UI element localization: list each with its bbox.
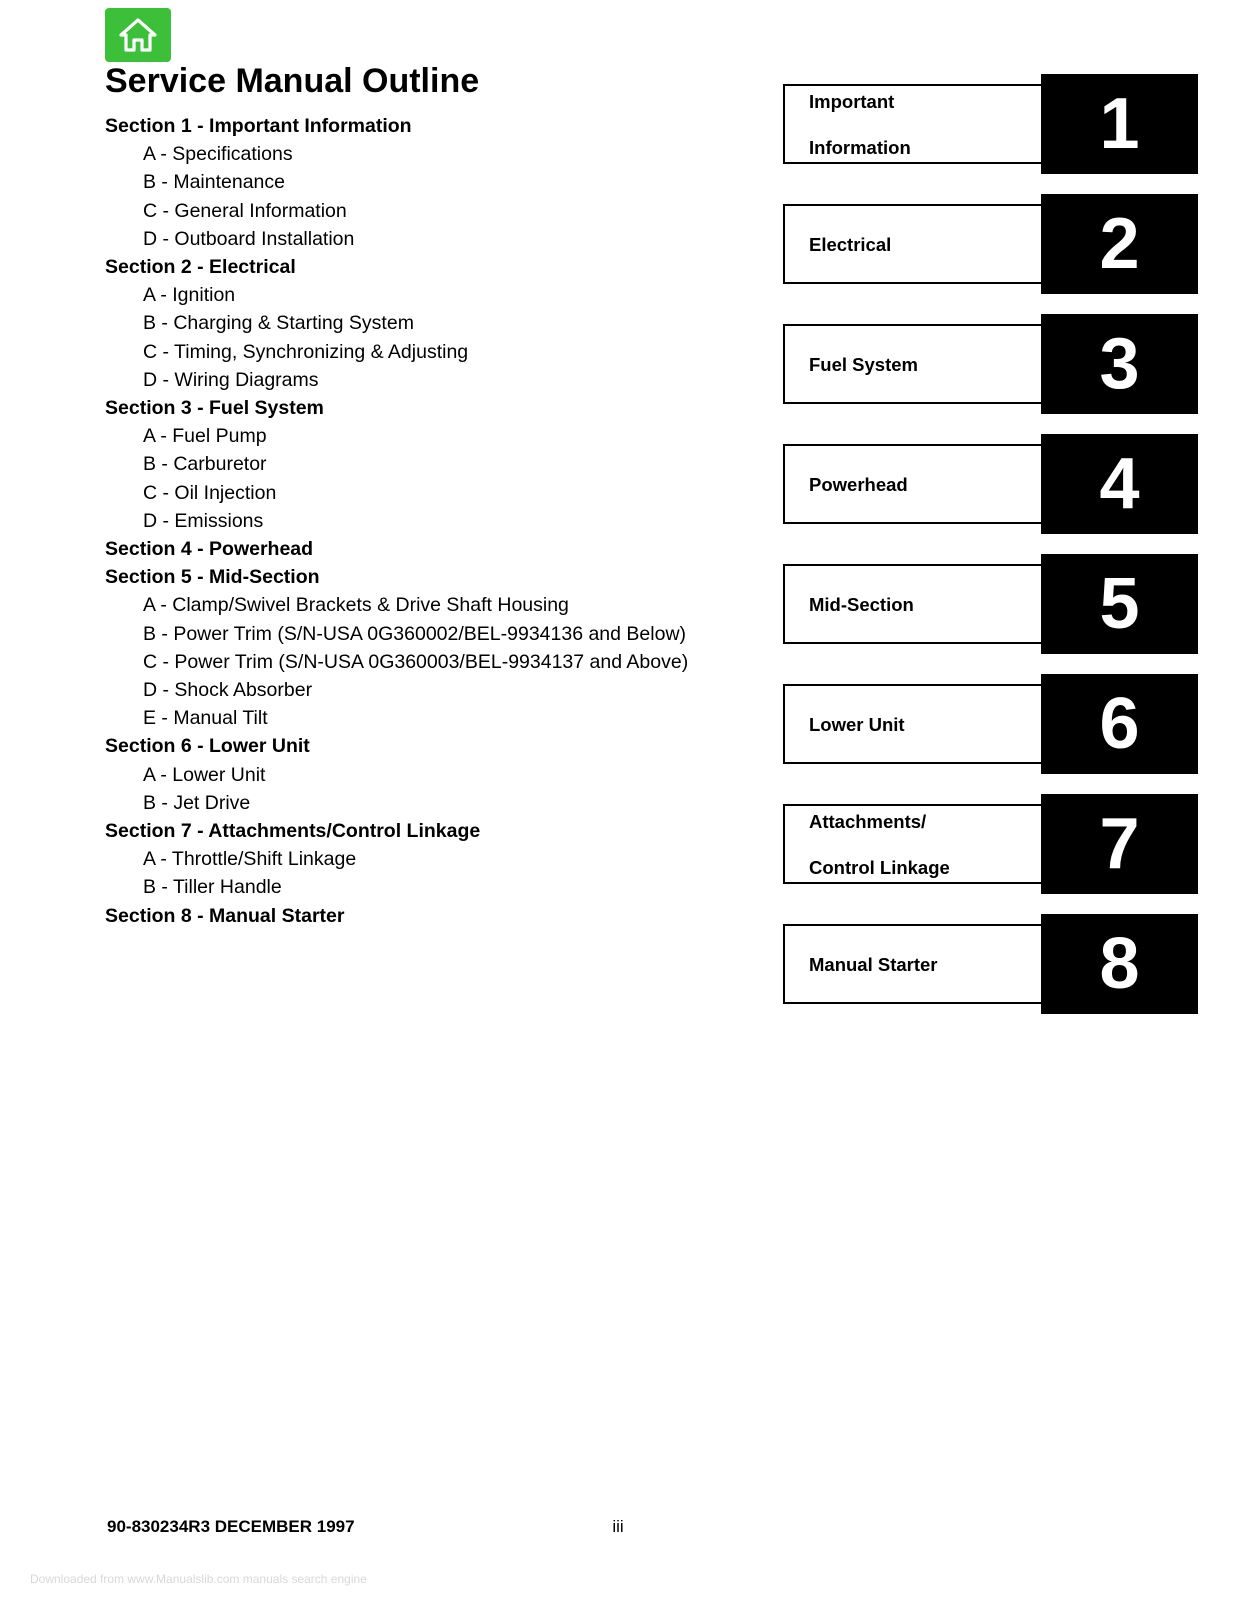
- section-tab-label-line2: Information: [809, 136, 911, 158]
- section-tab-label[interactable]: [783, 84, 1043, 164]
- section-tab-4[interactable]: [783, 434, 1198, 554]
- section-tab-number[interactable]: 7: [1041, 794, 1198, 894]
- section-tab-label-line1: Manual Starter: [809, 953, 938, 975]
- outline-subitem[interactable]: C - General Information: [143, 199, 347, 222]
- section-tab-label[interactable]: [783, 444, 1043, 524]
- section-tab-label-line1: Electrical: [809, 233, 892, 255]
- section-tab-label[interactable]: [783, 804, 1043, 884]
- outline-subitem[interactable]: A - Specifications: [143, 143, 293, 166]
- section-tab-label[interactable]: [783, 684, 1043, 764]
- outline-section[interactable]: Section 3 - Fuel System: [105, 397, 324, 420]
- footer-watermark: Downloaded from www.Manualslib.com manuals search engine: [30, 1572, 367, 1586]
- outline-subitem[interactable]: D - Outboard Installation: [143, 227, 355, 250]
- section-tab-2[interactable]: [783, 194, 1198, 314]
- section-tab-number[interactable]: 1: [1041, 74, 1198, 174]
- section-tab-label[interactable]: [783, 204, 1043, 284]
- section-tab-label-line1: Lower Unit: [809, 713, 905, 735]
- outline-subitem[interactable]: A - Fuel Pump: [143, 425, 267, 448]
- outline-section[interactable]: Section 5 - Mid-Section: [105, 566, 320, 589]
- home-icon[interactable]: [105, 8, 171, 62]
- section-tab-label-line1: Attachments/: [809, 810, 927, 832]
- outline-section[interactable]: Section 1 - Important Information: [105, 115, 412, 137]
- outline-subitem[interactable]: B - Power Trim (S/N-USA 0G360002/BEL-9934136 and Below): [143, 622, 687, 645]
- section-tabs: [783, 74, 1198, 1034]
- section-tab-8[interactable]: [783, 914, 1198, 1034]
- outline-section[interactable]: Section 8 - Manual Starter: [105, 904, 345, 927]
- outline-subitem[interactable]: A - Throttle/Shift Linkage: [143, 848, 357, 871]
- section-tab-number[interactable]: 4: [1041, 434, 1198, 534]
- outline-section[interactable]: Section 2 - Electrical: [105, 256, 296, 279]
- page-title: Service Manual Outline: [105, 62, 480, 100]
- outline-subitem[interactable]: A - Clamp/Swivel Brackets & Drive Shaft Housing: [143, 594, 569, 617]
- footer-page-number: iii: [612, 1517, 624, 1536]
- outline-subitem[interactable]: B - Carburetor: [143, 453, 267, 476]
- section-tab-label-line1: Powerhead: [809, 473, 908, 495]
- section-tab-number[interactable]: 6: [1041, 674, 1198, 774]
- footer-document-number: 90-830234R3 DECEMBER 1997: [107, 1517, 355, 1536]
- outline-section[interactable]: Section 7 - Attachments/Control Linkage: [105, 820, 481, 843]
- outline-section[interactable]: Section 4 - Powerhead: [105, 538, 314, 561]
- outline-subitem[interactable]: B - Charging & Starting System: [143, 312, 414, 335]
- outline-subitem[interactable]: B - Tiller Handle: [143, 876, 282, 899]
- outline-subitem[interactable]: D - Wiring Diagrams: [143, 368, 319, 391]
- section-tab-number[interactable]: 8: [1041, 914, 1198, 1014]
- section-tab-label-line1: Important: [809, 90, 895, 112]
- outline-section[interactable]: Section 6 - Lower Unit: [105, 735, 310, 758]
- section-tab-label[interactable]: [783, 564, 1043, 644]
- outline-subitem[interactable]: A - Lower Unit: [143, 763, 266, 786]
- section-tab-number[interactable]: 3: [1041, 314, 1198, 414]
- section-tab-6[interactable]: [783, 674, 1198, 794]
- outline-subitem[interactable]: A - Ignition: [143, 284, 236, 307]
- outline-subitem[interactable]: C - Timing, Synchronizing & Adjusting: [143, 340, 469, 363]
- section-tab-number[interactable]: 2: [1041, 194, 1198, 294]
- outline-subitem[interactable]: C - Power Trim (S/N-USA 0G360003/BEL-9934137 and Above): [143, 650, 689, 673]
- outline-subitem[interactable]: D - Shock Absorber: [143, 679, 313, 702]
- outline-subitem[interactable]: E - Manual Tilt: [143, 707, 268, 730]
- outline-subitem[interactable]: C - Oil Injection: [143, 481, 277, 504]
- section-tab-label-line1: Fuel System: [809, 353, 918, 375]
- section-tab-1[interactable]: [783, 74, 1198, 194]
- section-tab-label-line2: Control Linkage: [809, 856, 950, 878]
- section-tab-label[interactable]: [783, 924, 1043, 1004]
- section-tab-5[interactable]: [783, 554, 1198, 674]
- section-tab-label[interactable]: [783, 324, 1043, 404]
- section-tab-7[interactable]: [783, 794, 1198, 914]
- section-tab-label-line1: Mid-Section: [809, 593, 914, 615]
- outline-subitem[interactable]: B - Maintenance: [143, 171, 285, 194]
- section-tab-3[interactable]: [783, 314, 1198, 434]
- section-tab-number[interactable]: 5: [1041, 554, 1198, 654]
- manual-outline-list: [105, 112, 785, 930]
- outline-subitem[interactable]: D - Emissions: [143, 509, 264, 532]
- outline-subitem[interactable]: B - Jet Drive: [143, 791, 251, 814]
